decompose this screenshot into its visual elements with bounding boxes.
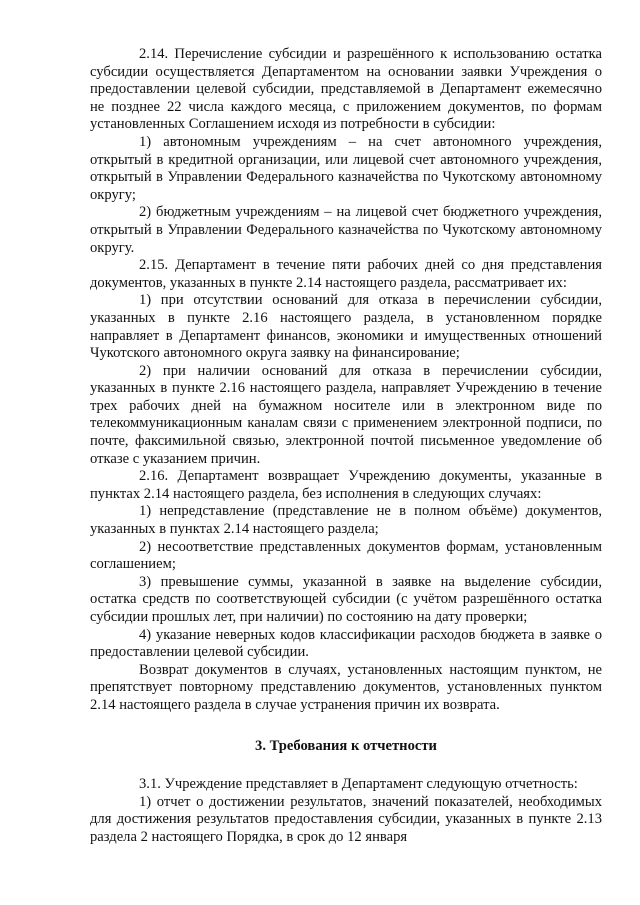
paragraph-2-15: 2.15. Департамент в течение пяти рабочих дней со дня представления документов, указанных в пункте 2.14 настоящего раздела, рассматривает их:: [90, 257, 602, 291]
paragraph-2-16-item-1: 1) непредставление (представление не в полном объёме) документов, указанных в пунктах 2.14 настоящего раздела;: [90, 503, 602, 538]
paragraph-2-15-item-1: 1) при отсутствии оснований для отказа в перечислении субсидии, указанных в пункте 2.16 настоящего раздела, в установленном порядке направляет в Департамент финансов, экономики и имущественных отношений Чукотского автономного округа заявку на финансирование;: [90, 292, 602, 362]
paragraph-2-14-item-1: 1) автономным учреждениям – на счет автономного учреждения, открытый в кредитной организации, или лицевой счет автономного учреждения, открытый в Управлении Федерального казначейства по Чукотскому автономному округу;: [90, 133, 602, 203]
paragraph-2-16-item-3: 3) превышение суммы, указанной в заявке на выделение субсидии, остатка средств по соответствующей субсидии (с учётом разрешённого остатка субсидии прошлых лет, при наличии) по состоянию на дату проверки;: [90, 573, 602, 625]
paragraph-2-14-item-2: 2) бюджетным учреждениям – на лицевой счет бюджетного учреждения, открытый в Управлении Федерального казначейства по Чукотскому автономному округу.: [90, 204, 602, 256]
paragraph-2-15-item-2: 2) при наличии оснований для отказа в перечислении субсидии, указанных в пункте 2.16 настоящего раздела, направляет Учреждению в течение трех рабочих дней на бумажном носителе или в электронном виде по телекоммуникационным каналам связи с применением электронной подписи, по почте, факсимильной связью, электронной почтой письменное уведомление об отказе с указанием причин.: [90, 362, 602, 467]
paragraph-2-16-item-4: 4) указание неверных кодов классификации расходов бюджета в заявке о предоставлении целевой субсидии.: [90, 626, 602, 661]
paragraph-2-16-item-2: 2) несоответствие представленных документов формам, установленным соглашением;: [90, 538, 602, 573]
paragraph-2-14: 2.14. Перечисление субсидии и разрешённого к использованию остатка субсидии осуществляется Департаментом на основании заявки Учреждения о предоставлении целевой субсидии, представляемой в Департамент ежемесячно не позднее 22 числа каждого месяца, с приложением документов, по формам установленных Соглашением исходя из потребности в субсидии:: [90, 46, 602, 133]
paragraph-3-1-item-1: 1) отчет о достижении результатов, значений показателей, необходимых для достижения результатов предоставления субсидии, указанных в пункте 2.13 раздела 2 настоящего Порядка, в срок до 12 января: [90, 793, 602, 845]
paragraph-return-of-documents: Возврат документов в случаях, установленных настоящим пунктом, не препятствует повторному представлению документов, установленных пунктом 2.14 настоящего раздела в случае устранения причин их возврата.: [90, 661, 602, 713]
paragraph-3-1: 3.1. Учреждение представляет в Департамент следующую отчетность:: [139, 776, 578, 793]
paragraph-2-16: 2.16. Департамент возвращает Учреждению документы, указанные в пунктах 2.14 настоящего раздела, без исполнения в следующих случаях:: [90, 468, 602, 502]
section-heading: 3. Требования к отчетности: [255, 737, 437, 754]
